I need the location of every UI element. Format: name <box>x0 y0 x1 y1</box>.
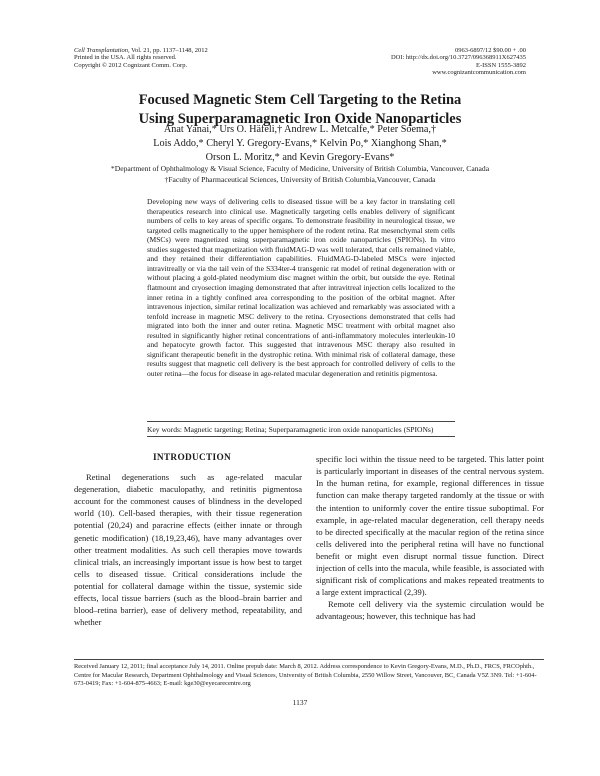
journal-volume: Vol. 21, pp. 1137–1148, 2012 <box>129 46 208 54</box>
left-column <box>74 471 302 628</box>
abstract: Developing new ways of delivering cells to diseased tissue will be a key factor in translating cell therapeutics research into clinical use. Magnetically targeting cells enables delivery of significant numbers of cells to key areas of specific organs. To demonstrate feasibility in neurological tissue, we targeted cells magnetically to the upper hemisphere of the rodent retina. Rat mesenchymal stem cells (MSCs) were magnetized using superparamagnetic iron oxide nanoparticles (SPIONs). In vitro studies suggested that magnetization with fluidMAG-D was well tolerated, that cells remained viable, and they retained their differentiation capabilities. FluidMAG-D-labeled MSCs were injected intravitreally or via the tail vein of the S334ter-4 transgenic rat model of retinal degeneration with or without placing a gold-plated neodymium disc magnet within the orbit, but outside the eye. Retinal flatmount and cryosection imaging demonstrated that after intravitreal injection cells localized to the inner retina in a tightly confined area corresponding to the position of the orbital magnet. After intravenous injection, similar retinal localization was achieved and remarkably was associated with a tenfold increase in magnetic MSC delivery to the retina. Cryosections demonstrated that cells had migrated into both the inner and outer retina. Magnetic MSC treatment with orbital magnet also resulted in significantly higher retinal concentrations of anti-inflammatory molecules interleukin-10 and hepatocyte growth factor. This suggested that intravenous MSC therapy also resulted in significant therapeutic benefit in the dystrophic retina. With minimal risk of collateral damage, these results suggest that magnetic cell delivery is the best approach for controlled delivery of cells to the outer retina—the focus for disease in age-related macular degeneration and retinitis pigmentosa. <box>147 197 455 378</box>
affiliation-2: †Faculty of Pharmaceutical Sciences, University of British Columbia,Vancouver, Canada <box>164 174 436 184</box>
copyright-note: Copyright © 2012 Cognizant Comm. Corp. <box>74 61 188 69</box>
keywords: Key words: Magnetic targeting; Retina; Superparamagnetic iron oxide nanoparticles (SPIONs) <box>147 425 434 435</box>
journal-header <box>74 47 208 70</box>
author-list <box>60 123 540 166</box>
body-paragraph: Remote cell delivery via the systemic circulation would be advantageous; however, this technique has had <box>316 599 544 622</box>
body-paragraph: specific loci within the tissue need to be targeted. This latter point is particularly important in diseases of the central nervous system. In the human retina, for example, regional differences in tissue function can make therapy targeted randomly at the tissue or with the intention to uniformly cover the entire tissue suboptimal. For example, in age-related macular degeneration, cell therapy needs to be directed specifically at the macular region of the retina since cells delivered into the peripheral retina will have no functional benefit or might even disrupt normal tissue function. Direct injection of cells into the macula, while feasible, is associated with significant risk of complications and makes repeated treatments to a large extent impractical (2,39). <box>316 454 544 598</box>
journal-citation <box>74 47 208 55</box>
journal-name: Cell Transplantation, <box>74 46 130 54</box>
correspondence-footnote: Received January 12, 2011; final acceptance July 14, 2011. Online prepub date: March 8, 2012. Address correspondence to Kevin Gregory-Evans, M.D., Ph.D., FRCS, FRCOphth., Centre for Macular Research, Department Ophthalmology and Visual Sciences, University of British Columbia, 2550 Willow Street, Vancouver, BC, Canada V5Z 3N9. Tel: +1-604-673-0419; Fax: +1-604-875-4663; E-mail: kge30@eyecarecentre.org <box>74 663 537 687</box>
right-column <box>316 453 544 622</box>
authors-line-2: Lois Addo,* Cheryl Y. Gregory-Evans,* Kelvin Po,* Xianghong Shan,* <box>153 137 447 149</box>
publisher-website[interactable]: www.cognizantcommunication.com <box>432 69 526 77</box>
section-divider <box>147 436 455 437</box>
footnote-divider <box>74 659 544 660</box>
page-number: 1137 <box>292 698 308 708</box>
title-line-2: Using Superparamagnetic Iron Oxide Nanoparticles <box>138 110 462 127</box>
keywords-divider <box>147 421 455 422</box>
eissn: E-ISSN 1555-3892 <box>475 61 526 69</box>
authors-line-3: Orson L. Moritz,* and Kevin Gregory-Evans* <box>205 152 395 163</box>
body-paragraph: Retinal degenerations such as age-related macular degeneration, diabetic maculopathy, and retinitis pigmentosa account for the commonest causes of blindness in the developed world (10). Cell-based therapies, with their tissue regeneration potential (20,24) and paracrine effects (either innate or through genetic modification) (18,19,23,46), have many advantages over other treatment modalities. As such cell therapies move towards clinical trials, an increasingly important issue is how best to target cells to diseased tissue. Critical considerations include the potential for collateral damage within the tissue, systemic side effects, local tissue barriers (such as the blood–brain barrier and blood–retina barrier), ease of delivery method, repeatability, and whether <box>74 472 302 628</box>
issn: 0963-6897/12 $90.00 + .00 <box>454 46 526 54</box>
doi-link[interactable]: DOI: http://dx.doi.org/10.3727/096368911X627435 <box>390 54 526 62</box>
authors-line-1: Anat Yanai,* Urs O. Häfeli,† Andrew L. Metcalfe,* Peter Soema,† <box>163 123 437 135</box>
section-heading-introduction: INTRODUCTION <box>153 453 231 464</box>
printed-note: Printed in the USA. All rights reserved. <box>74 54 177 62</box>
title-line-1: Focused Magnetic Stem Cell Targeting to the Retina <box>138 91 462 108</box>
publication-info <box>391 47 526 77</box>
affiliation-1: *Department of Ophthalmology & Visual Science, Faculty of Medicine, University of British Columbia, Vancouver, Canada <box>110 163 490 173</box>
affiliations <box>50 163 550 185</box>
